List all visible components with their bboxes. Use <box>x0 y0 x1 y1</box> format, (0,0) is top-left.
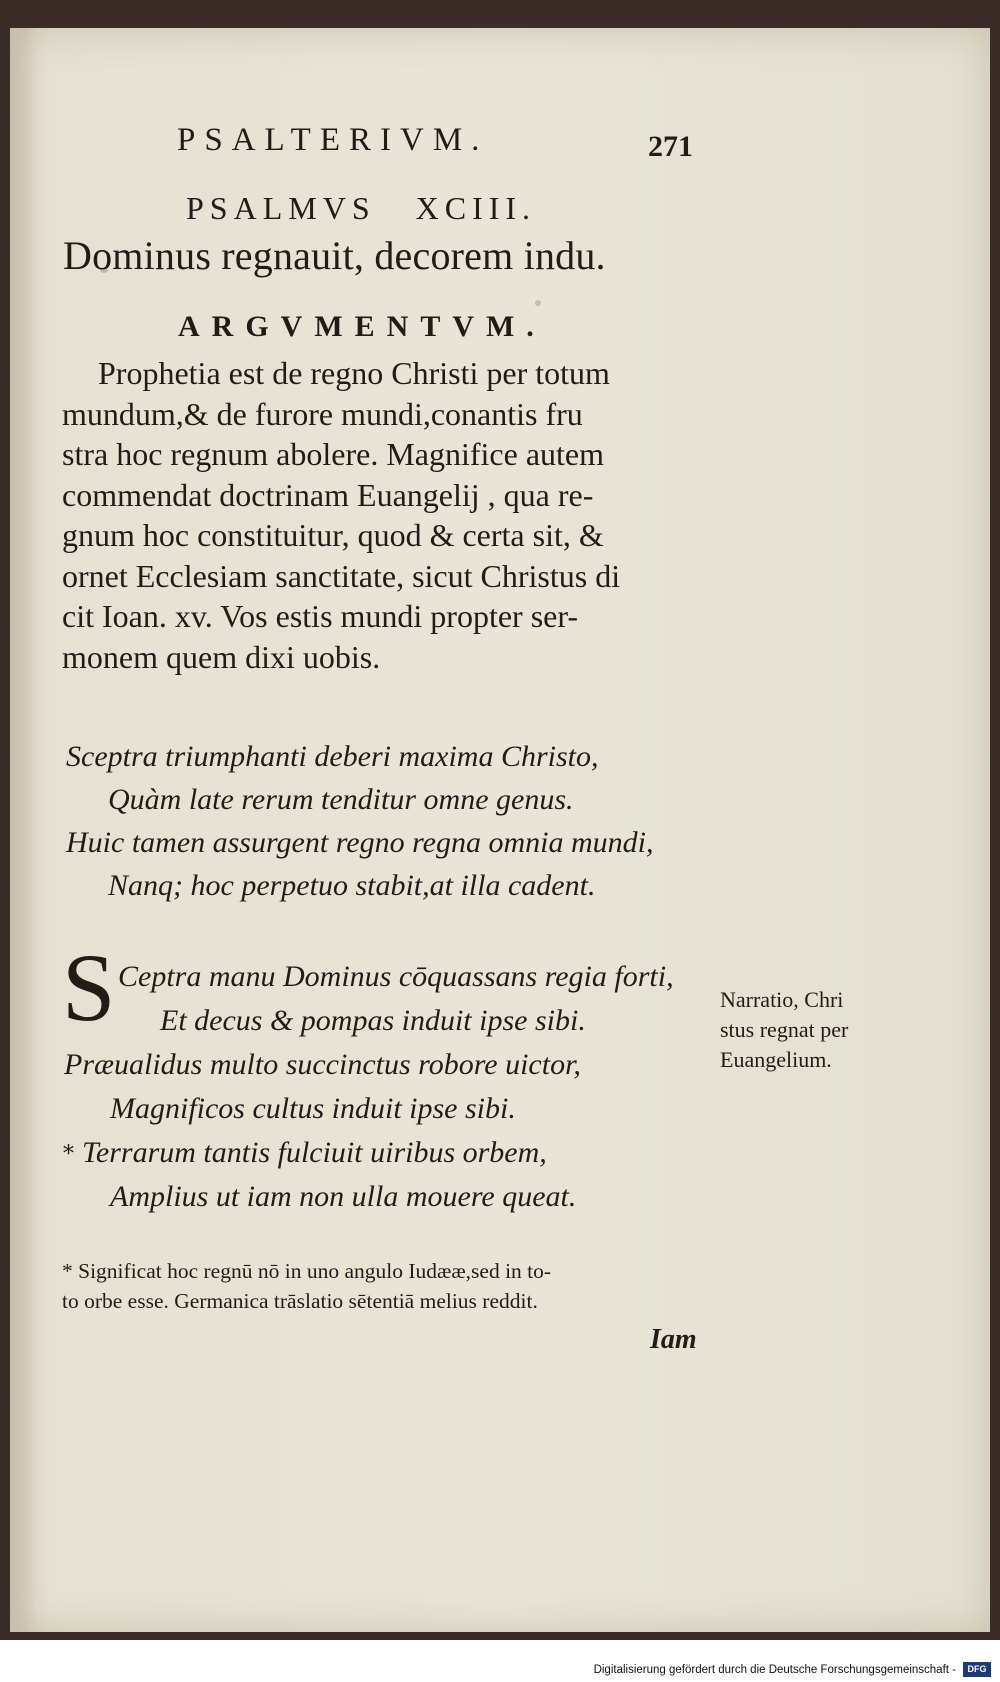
argument-line: Prophetia est de regno Christi per totum <box>98 355 610 391</box>
verse-line: Ceptra manu Dominus cōquassans regia forti, <box>118 960 674 993</box>
verse-line: Terrarum tantis fulciuit uiribus orbem, <box>82 1136 547 1169</box>
argument-text <box>62 353 712 677</box>
dfg-logo: DFG <box>963 1662 991 1677</box>
marginal-line: Narratio, Chri <box>720 987 844 1012</box>
footnote-line: * Significat hoc regnū nō in uno angulo Iudææ,sed in to- <box>62 1259 552 1283</box>
marginal-line: Euangelium. <box>720 1047 832 1072</box>
psalm-verse-text <box>64 955 674 1219</box>
epigram-line: Huic tamen assurgent regno regna omnia mundi, <box>66 826 654 859</box>
marginal-note <box>720 985 848 1075</box>
argument-line: gnum hoc constituitur, quod & certa sit, & <box>62 517 604 553</box>
argument-line: ornet Ecclesiam sanctitate, sicut Christus di <box>62 557 621 594</box>
verse-line: Amplius ut iam non ulla mouere queat. <box>110 1180 577 1213</box>
epigram-line: Quàm late rerum tenditur omne genus. <box>108 783 574 816</box>
verse-line: Et decus & pompas induit ipse sibi. <box>160 1004 586 1037</box>
argument-heading: ARGVMENTVM. <box>178 310 546 343</box>
marginal-line: stus regnat per <box>720 1017 849 1042</box>
ink-spot <box>535 300 541 306</box>
page-gutter <box>10 28 36 1632</box>
epigram-line: Nanq; hoc perpetuo stabit,at illa cadent. <box>108 869 596 902</box>
psalm-number: PSALMVS XCIII. <box>186 190 537 226</box>
argument-line: mundum,& de furore mundi,conantis fru <box>62 395 583 432</box>
psalm-incipit: Dominus regnauit, decorem indu. <box>63 233 606 278</box>
drop-cap-initial: S <box>62 934 116 1041</box>
epigram-line: Sceptra triumphanti deberi maxima Christo, <box>66 740 599 773</box>
argument-line: commendat doctrinam Euangelij , qua re- <box>62 476 594 513</box>
running-title: PSALTERIVM. <box>177 122 489 158</box>
page-number: 271 <box>648 130 693 163</box>
funding-credit: Digitalisierung gefördert durch die Deutsche Forschungsgemeinschaft - <box>593 1664 956 1676</box>
epigram <box>66 735 653 907</box>
argument-line: stra hoc regnum abolere. Magnifice autem <box>62 436 604 472</box>
footnote-marker: * <box>63 1142 74 1167</box>
argument-line: cit Ioan. xv. Vos estis mundi propter ser- <box>62 598 579 634</box>
verse-line: Præualidus multo succinctus robore uictor, <box>64 1048 581 1081</box>
catchword: Iam <box>650 1324 697 1355</box>
verse-line: Magnificos cultus induit ipse sibi. <box>110 1092 516 1125</box>
argument-line: monem quem dixi uobis. <box>62 638 381 675</box>
footnote <box>62 1256 551 1316</box>
footnote-line: to orbe esse. Germanica trāslatio sētentiā melius reddit. <box>62 1289 538 1313</box>
